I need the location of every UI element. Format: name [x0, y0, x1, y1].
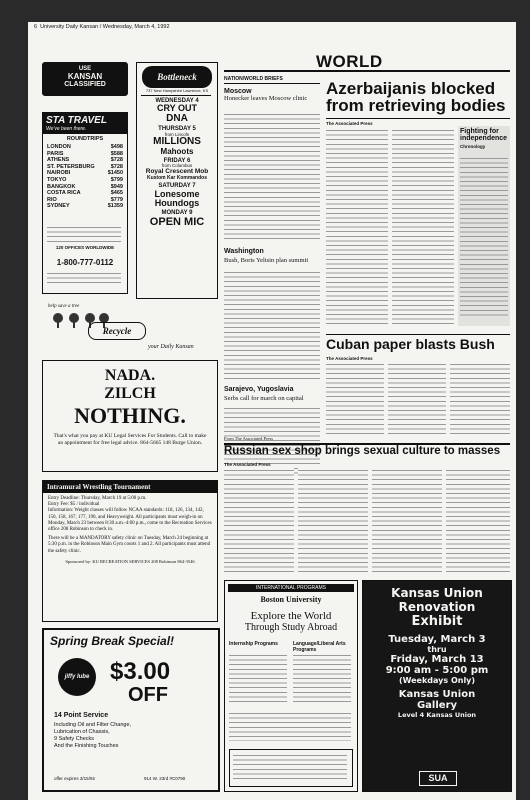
sta-fare-row [47, 170, 123, 177]
classified-kansan: KANSAN [67, 72, 103, 81]
union-hours: 9:00 am - 5:00 pm [385, 665, 489, 676]
legal-services-ad [42, 360, 218, 472]
intramural-sponsor: Sponsored by: KU RECREATION SERVICES 208 Robinson 864-3546 [65, 558, 195, 564]
azer-sidebar-sub: Chronology [460, 144, 486, 149]
intramural-title: Intramural Wrestling Tournament [43, 481, 217, 493]
sta-fare-city: ATHENS [47, 157, 70, 164]
intramural-info: Information: Weight classes will follow NCAA standards: 118, 126, 134, 142, 150, 158, 167, 177, 190, and Heavyweight. All participants must weigh-in on Monday, March 23 between 8:30 a.m.-4:00 p.m., come to the Recreation Services office 208 Robinson to check in. [48, 508, 212, 533]
spring-address: 914 W. 23rd #C0790 [144, 776, 186, 781]
club-fri-band2: Kustom Kar Kommandos [146, 174, 207, 181]
union-date2: Friday, March 13 [390, 654, 484, 665]
club-thu-note: from Lincoln [164, 131, 190, 137]
spring-item: Including Oil and Filter Change, [54, 722, 132, 728]
spring-expires: offer expires 3/15/92 [54, 776, 95, 781]
spring-off: OFF [128, 684, 168, 706]
club-fri-note: from Columbus [161, 163, 193, 169]
club-thu-band: MILLIONS [153, 136, 201, 148]
recycle-lead: help save a tree [48, 304, 80, 309]
cuban-headline: Cuban paper blasts Bush [326, 336, 495, 352]
briefs-credit: From The Associated Press [224, 436, 274, 441]
sta-fare-city: BANGKOK [47, 183, 76, 190]
jiffy-lube-logo: jiffy lube [58, 658, 96, 696]
jiffy-lube-ad [42, 628, 220, 792]
nada-line1: NADA. [104, 367, 156, 384]
sta-fare-price: $728 [110, 157, 123, 164]
brief-sarajevo-headline: Serbs call for march on capital [224, 395, 304, 402]
intramural-deadline: Entry Deadline: Thursday, March 19 at 5:00 p.m. [48, 496, 147, 501]
azer-byline: The Associated Press [326, 121, 373, 126]
sta-fare-price: $799 [110, 176, 123, 183]
russian-headline: Russian sex shop brings sexual culture to masses [224, 445, 501, 457]
classified-word: CLASSIFIED [64, 81, 106, 88]
classified-use: USE [78, 66, 92, 72]
club-mon-day: MONDAY 9 [161, 210, 193, 217]
sta-fare-row [47, 164, 123, 171]
union-title3: Exhibit [411, 614, 463, 629]
brief-moscow-headline: Honecker leaves Moscow clinic [224, 95, 308, 102]
intramural-fee: Entry Fee: $5 / individual [48, 502, 100, 508]
club-wed-event: CRY OUT [156, 103, 197, 114]
nation-world-briefs [224, 76, 320, 436]
club-wed-band: DNA [166, 112, 188, 124]
recycle-ad [48, 304, 216, 354]
recycle-badge: Recycle [88, 322, 146, 340]
sta-fare-city: PARIS [47, 150, 64, 157]
spring-item: 9 Safety Checks [54, 736, 95, 742]
sta-subtitle: We've been there. [46, 126, 87, 132]
sta-offices: 120 OFFICES WORLDWIDE [55, 245, 115, 250]
union-date1: Tuesday, March 3 [388, 634, 486, 645]
recycle-footer: your Daily Kansan [148, 344, 194, 350]
sta-fare-city: COSTA RICA [47, 190, 81, 197]
club-thu-day: THURSDAY 5 [158, 126, 196, 133]
kansas-union-exhibit-ad [362, 580, 512, 792]
club-logo: Bottleneck [142, 66, 212, 88]
club-sat-day: SATURDAY 7 [158, 183, 196, 190]
union-weekdays: (Weekdays Only) [398, 676, 476, 685]
sta-fare-city: NAIROBI [47, 170, 71, 177]
union-place3: Level 4 Kansas Union [397, 711, 477, 719]
union-thru: thru [427, 645, 447, 654]
boston-banner: INTERNATIONAL PROGRAMS [228, 584, 354, 592]
boston-university-ad [224, 580, 358, 792]
sta-fare-price: $1359 [107, 203, 123, 210]
club-address: 737 New Hampshire Lawrence, KS [145, 88, 209, 93]
sta-fare-city: TOKYO [47, 176, 67, 183]
sta-fare-city: ST. PETERSBURG [47, 163, 95, 170]
sta-fare-price: $949 [110, 183, 123, 190]
spring-items [54, 722, 131, 750]
intramural-clinic: There will be a MANDATORY safety clinic on Tuesday, March 24 beginning at 5:30 p.m. in the Robinson Main Gym courts 1 and 2. All participants must attend the safety clinic. [48, 536, 211, 554]
sta-travel-ad [42, 112, 128, 294]
sta-fare-price: $1450 [107, 170, 123, 177]
spring-service: 14 Point Service [54, 712, 109, 719]
newspaper-page [28, 22, 516, 800]
sta-fare-city: LONDON [47, 144, 71, 150]
brief-washington-dateline: Washington [224, 248, 264, 255]
union-title2: Renovation [398, 600, 476, 614]
boston-headline2: Through Study Abroad [244, 622, 338, 633]
sta-fare-row [47, 190, 123, 197]
club-thu-band2: Mahoots [160, 146, 194, 156]
sta-fare-row [47, 177, 123, 184]
boston-headline1: Explore the World [250, 610, 332, 622]
sta-fare-price: $465 [110, 190, 123, 197]
spring-item: And the Finishing Touches [54, 743, 119, 749]
nada-body: That's what you pay at KU Legal Services For Students. Call to make an appointment for free legal advice. 864-5665 148 Burge Union. [53, 433, 207, 446]
page-folio: 6 University Daily Kansan / Wednesday, March 4, 1992 [34, 24, 170, 30]
club-fri-band: Royal Crescent Mob [145, 168, 209, 176]
sta-fare-row [47, 203, 123, 210]
sta-fare-row [47, 197, 123, 204]
boston-university: Boston University [260, 595, 322, 604]
sta-title: STA TRAVEL [46, 115, 107, 126]
sta-fare-row [47, 144, 123, 151]
brief-washington-headline: Bush, Boris Yeltsin plan summit [224, 257, 309, 264]
club-listings-ad [136, 62, 218, 299]
azer-sidebar-title: Fighting for independence [460, 128, 508, 142]
cuban-byline: The Associated Press [326, 356, 373, 361]
sta-roundtrips: ROUNDTRIPS [66, 136, 104, 142]
club-wed-day: WEDNESDAY 4 [155, 98, 199, 104]
sta-fare-row [47, 184, 123, 191]
nada-line3: NOTHING. [74, 403, 186, 428]
azer-sidebar [458, 126, 510, 326]
sta-fare-city: SYDNEY [47, 203, 70, 210]
club-mon-band: OPEN MIC [149, 215, 205, 228]
union-title1: Kansas Union [391, 586, 483, 600]
club-sat-band: Lonesome Houndogs [154, 188, 200, 208]
spring-title: Spring Break Special! [50, 634, 175, 648]
union-place2: Gallery [416, 700, 458, 711]
club-fri-day: FRIDAY 6 [163, 158, 191, 165]
sta-fare-row [47, 157, 123, 164]
spring-item: Lubrication of Chassis, [54, 729, 110, 735]
sta-fare-price: $728 [110, 163, 123, 170]
sta-fare-row [47, 151, 123, 158]
intramural-ad [42, 480, 218, 622]
spring-price: $3.00 [110, 658, 171, 685]
sta-fare-price: $498 [110, 144, 123, 150]
azerbaijan-headline: Azerbaijanis blocked from retrieving bodies [326, 79, 506, 115]
sta-fare-list [43, 144, 127, 210]
sta-fare-price: $588 [110, 150, 123, 157]
brief-moscow-dateline: Moscow [224, 88, 252, 95]
boston-coupon [229, 749, 353, 787]
sta-fare-price: $779 [110, 196, 123, 203]
briefs-header: NATION/WORLD BRIEFS [224, 76, 320, 84]
nada-line2: ZILCH [104, 385, 156, 402]
boston-col2: Language/Liberal Arts Programs [293, 641, 346, 653]
union-place1: Kansas Union [398, 689, 476, 700]
sua-logo: SUA [419, 771, 457, 786]
section-header-world: WORLD [316, 52, 383, 71]
sta-fare-city: RIO [47, 196, 57, 203]
sta-phone: 1-800-777-0112 [56, 258, 114, 267]
brief-sarajevo-dateline: Sarajevo, Yugoslavia [224, 386, 294, 393]
kansan-classified-ad [42, 62, 128, 96]
russian-byline: The Associated Press [224, 462, 271, 467]
boston-col1: Internship Programs [229, 641, 278, 647]
